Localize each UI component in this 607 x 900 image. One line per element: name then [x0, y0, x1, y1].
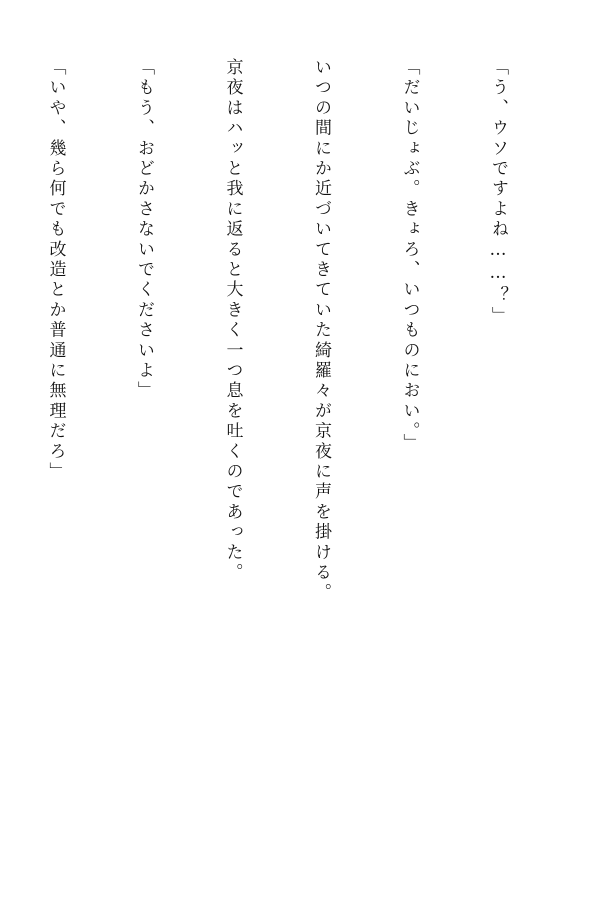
vertical-text-body: [11, 58, 571, 878]
text-line: いつの間にか近づいてきていた綺羅々が京夜に声を掛ける。: [311, 58, 331, 604]
text-line: 「だいじょぶ。きょろ、いつものにおい。」: [399, 58, 420, 454]
text-line: 「いや、幾ら何でも改造とか普通に無理だろ」: [45, 58, 66, 483]
text-line: 京夜はハッと我に返ると大きく一つ息を吐くのであった。: [222, 58, 243, 584]
text-line: 「もう、おどかさないでくださいよ」: [134, 58, 154, 402]
text-line: 「う、ウソですよね……？」: [488, 58, 508, 327]
